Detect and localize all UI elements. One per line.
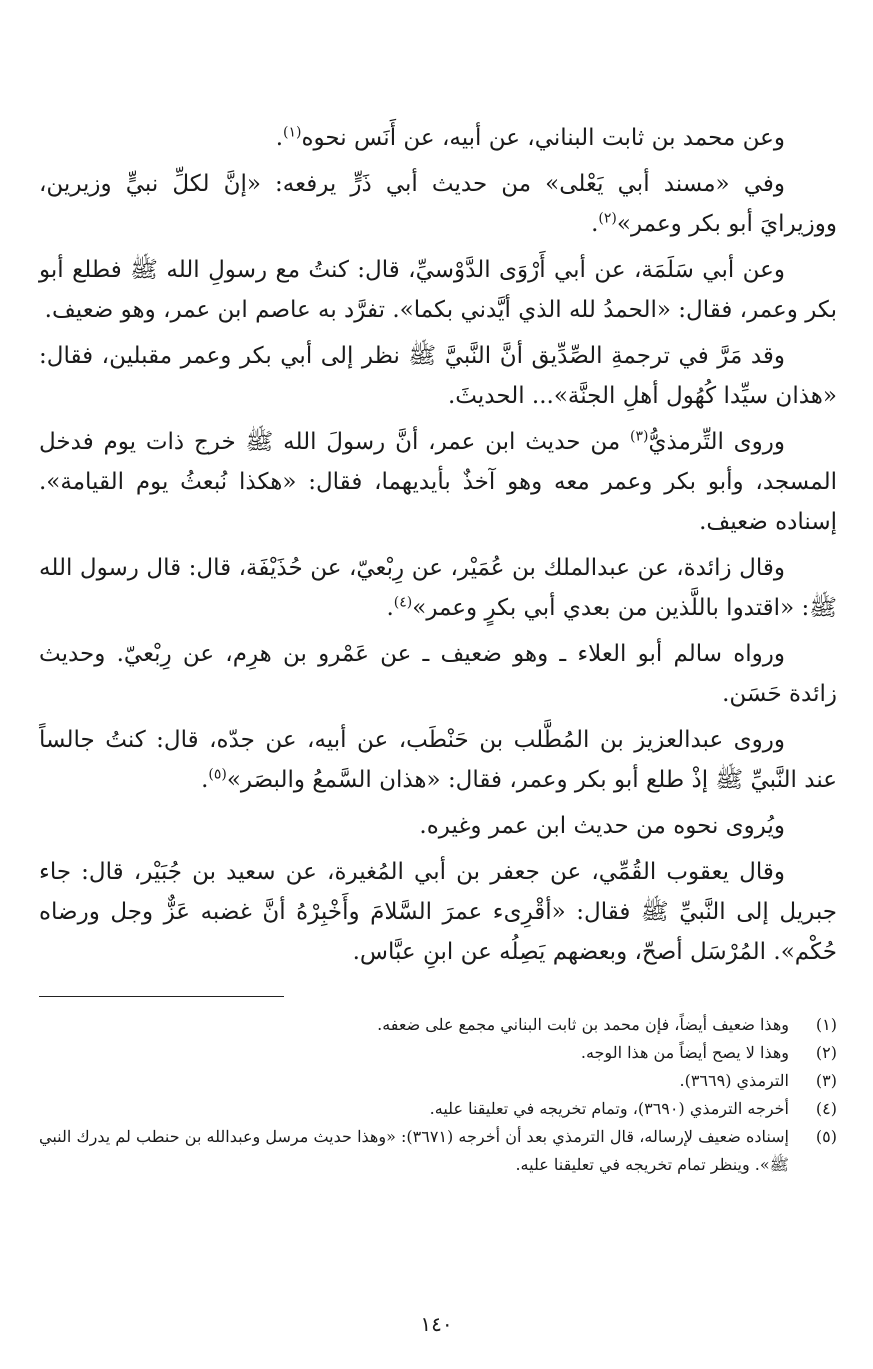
footnote-ref[interactable]: (٣) [629,428,649,445]
paragraph-text: وقال زائدة، عن عبدالملك بن عُمَيْر، عن رِبْعيّ، عن حُذَيْفَة، قال: قال رسول الله ﷺ: «اقتدوا باللَّذين من بعدي أبي بكرٍ وعمر» [39,555,837,621]
footnote-text: وهذا ضعيف أيضاً، فإن محمد بن ثابت البناني مجمع على ضعفه. [377,1015,789,1034]
paragraph-8 [39,720,837,800]
footnote-number: (٢) [815,1043,837,1062]
paragraph-5 [39,422,837,542]
paragraph-1 [39,118,837,158]
paragraph-text: وقال يعقوب القُمِّي، عن جعفر بن أبي المُغيرة، عن سعيد بن جُبَيْر، قال: جاء جبريل إلى النَّبيِّ ﷺ فقال: «أقْرِىء عمرَ السَّلامَ وأَخْبِرْهُ أنَّ غضبه عَزٌّ وجل ورضاه حُكْم». المُرْسَل أصحّ، وبعضهم يَصِلُه عن ابنِ عبَّاس. [39,859,837,965]
paragraph-tail: . [201,767,209,793]
page-number: ١٤٠ [420,1312,453,1336]
footnote-number: (٥) [815,1127,837,1146]
paragraph-text: وقد مَرَّ في ترجمةِ الصِّدِّيق أنَّ النَّبيَّ ﷺ نظر إلى أبي بكر وعمر مقبلين، فقال: «هذان سيِّدا كُهُول أهلِ الجنَّة»... الحديثَ. [39,343,837,409]
footnote-divider [39,996,284,997]
footnote-item [39,1039,837,1067]
footnote-number: (١) [815,1015,837,1034]
paragraph-4 [39,336,837,416]
footnote-number: (٤) [815,1099,837,1118]
paragraph-text: ويُروى نحوه من حديث ابن عمر وغيره. [419,813,785,839]
paragraph-7 [39,634,837,714]
footnote-item [39,1067,837,1095]
paragraph-text: وروى التِّرمذيُّ [648,429,785,455]
paragraph-tail: من حديث ابن عمر، أنَّ رسولَ الله ﷺ خرج ذات يوم فدخل المسجد، وأبو بكر وعمر معه وهو آخذٌ بأيديهما، فقال: «هكذا نُبعثُ يوم القيامة». إسناده ضعيف. [39,429,837,535]
footnote-item [39,1095,837,1123]
paragraph-tail: . [591,211,599,237]
paragraph-text: وعن محمد بن ثابت البناني، عن أبيه، عن أَنَس نحوه [301,125,785,151]
footnote-text: أخرجه الترمذي (٣٦٩٠)، وتمام تخريجه في تعليقنا عليه. [429,1099,789,1118]
footnote-item [39,1011,837,1039]
footnote-text: الترمذي (٣٦٦٩). [679,1071,789,1090]
paragraph-text: وفي «مسند أبي يَعْلى» من حديث أبي ذَرٍّ يرفعه: «إنَّ لكلِّ نبيٍّ وزيرين، ووزيرايَ أبو بكر وعمر» [39,171,837,237]
footnote-ref[interactable]: (٤) [393,594,413,611]
footnote-number: (٣) [815,1071,837,1090]
paragraph-2 [39,164,837,244]
footnote-ref[interactable]: (٢) [598,210,617,227]
paragraph-6 [39,548,837,628]
paragraph-tail: . [386,595,394,621]
paragraph-3 [39,250,837,330]
footnote-item [39,1123,837,1179]
paragraph-text: وعن أبي سَلَمَة، عن أبي أَرْوَى الدَّوْسيِّ، قال: كنتُ مع رسولِ الله ﷺ فطلع أبو بكر وعمر، فقال: «الحمدُ لله الذي أيَّدني بكما». تفرَّد به عاصم ابن عمر، وهو ضعيف. [39,257,837,323]
paragraph-10 [39,852,837,972]
page-content [39,118,837,1179]
footnote-text: وهذا لا يصح أيضاً من هذا الوجه. [580,1043,789,1062]
footnote-ref[interactable]: (٥) [208,766,227,783]
footnotes [39,1011,837,1179]
main-text [39,118,837,972]
paragraph-9 [39,806,837,846]
paragraph-text: وروى عبدالعزيز بن المُطَّلب بن حَنْطَب، عن أبيه، عن جدّه، قال: كنتُ جالساً عند النَّبيِّ ﷺ إذْ طلع أبو بكر وعمر، فقال: «هذان السَّمعُ والبصَر» [39,727,837,793]
footnote-text: إسناده ضعيف لإرساله، قال الترمذي بعد أن أخرجه (٣٦٧١): «وهذا حديث مرسل وعبدالله بن حنطب لم يدرك النبي ﷺ». وينظر تمام تخريجه في تعليقنا عليه. [39,1127,790,1174]
paragraph-tail: . [275,125,284,151]
footnote-ref[interactable]: (١) [283,124,302,141]
paragraph-text: ورواه سالم أبو العلاء ـ وهو ضعيف ـ عن عَمْرو بن هرِم، عن رِبْعيّ. وحديث زائدة حَسَن. [39,641,837,707]
